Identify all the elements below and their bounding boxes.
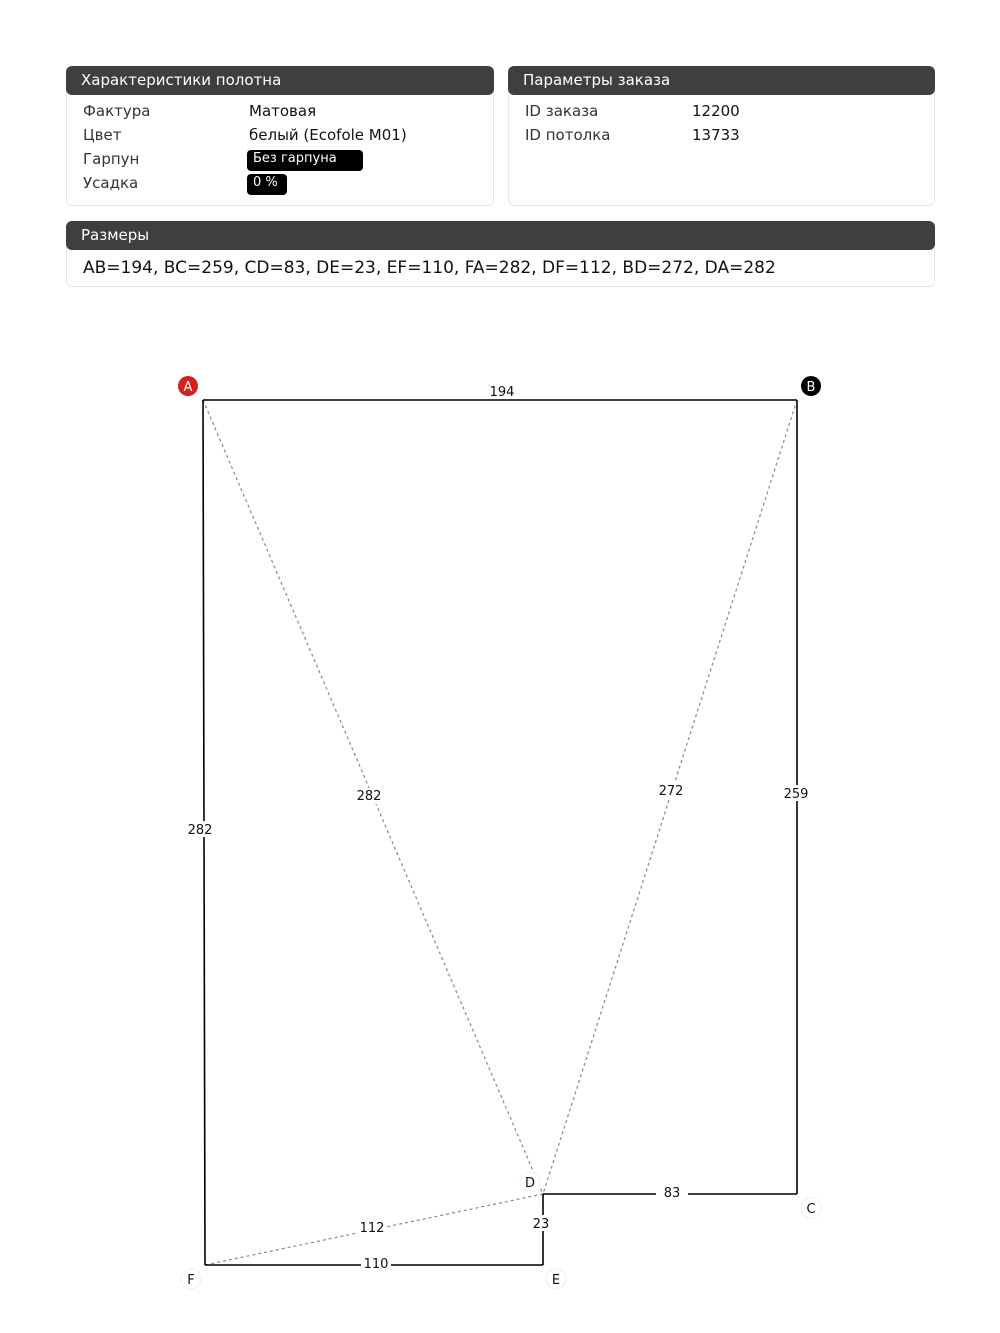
- svg-text:D: D: [524, 1176, 536, 1191]
- svg-text:194: 194: [489, 385, 515, 400]
- svg-text:112: 112: [359, 1221, 385, 1236]
- label-cd: [656, 1185, 688, 1201]
- label-ef: [361, 1256, 391, 1272]
- label-de: [530, 1215, 554, 1232]
- order-id-label: ID заказа: [525, 102, 599, 120]
- svg-text:272: 272: [658, 784, 684, 799]
- vertex-b: [801, 376, 821, 396]
- vertex-a: [178, 376, 198, 396]
- ceiling-id-label: ID потолка: [525, 126, 611, 144]
- vertex-c: [801, 1198, 821, 1218]
- svg-text:A: A: [183, 380, 193, 395]
- label-da: [354, 788, 384, 804]
- svg-text:83: 83: [663, 1186, 681, 1201]
- harpoon-label: Гарпун: [83, 150, 140, 168]
- color-value: белый (Ecofole M01): [249, 126, 407, 144]
- vertex-f: [181, 1269, 201, 1289]
- sizes-text: AB=194, BC=259, CD=83, DE=23, EF=110, FA=282, DF=112, BD=272, DA=282: [83, 258, 776, 278]
- svg-text:282: 282: [187, 823, 213, 838]
- texture-label: Фактура: [83, 102, 151, 120]
- svg-text:E: E: [551, 1273, 561, 1288]
- order-id-value: 12200: [692, 102, 740, 120]
- sizes-card-title: Размеры: [66, 221, 935, 250]
- vertex-e: [546, 1269, 566, 1289]
- svg-text:F: F: [187, 1273, 195, 1288]
- svg-text:259: 259: [783, 787, 809, 802]
- order-card-title: Параметры заказа: [508, 66, 935, 95]
- harpoon-badge: Без гарпуна: [247, 150, 363, 171]
- shrinkage-label: Усадка: [83, 174, 139, 192]
- shrinkage-badge: 0 %: [247, 174, 287, 195]
- label-bc: [781, 785, 811, 802]
- color-label: Цвет: [83, 126, 122, 144]
- ceiling-id-value: 13733: [692, 126, 740, 144]
- svg-text:282: 282: [356, 789, 382, 804]
- label-bd: [656, 782, 686, 799]
- vertex-d: [520, 1172, 540, 1192]
- label-ab: [487, 383, 517, 400]
- svg-text:23: 23: [532, 1217, 550, 1232]
- texture-value: Матовая: [249, 102, 317, 120]
- svg-text:110: 110: [363, 1257, 389, 1272]
- svg-text:C: C: [806, 1202, 816, 1217]
- label-df: [357, 1220, 387, 1236]
- svg-text:B: B: [806, 380, 816, 395]
- canvas-card-title: Характеристики полотна: [66, 66, 494, 95]
- label-fa: [185, 821, 215, 838]
